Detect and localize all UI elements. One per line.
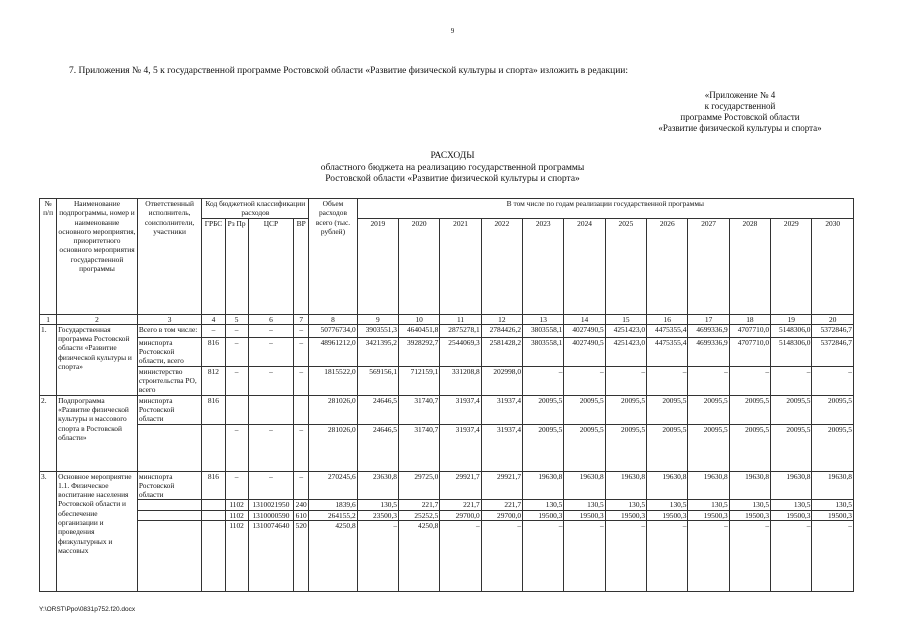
column-number: 4 [202,314,225,324]
year-value: 31740,7 [399,424,440,471]
year-value: 20095,5 [564,395,605,424]
vr-code: – [294,471,309,500]
header-year: 2023 [523,218,564,314]
column-number: 11 [440,314,481,324]
csr-code: – [248,324,293,337]
total-volume: 48961212,0 [309,337,357,366]
year-value: 130,5 [771,500,812,510]
year-value: – [481,521,522,592]
year-value: 2875278,1 [440,324,481,337]
responsible-executor [137,424,202,471]
grbs-code: 816 [202,471,225,500]
vr-code [294,395,309,424]
year-value: 29700,0 [481,510,522,520]
year-value: 19630,8 [729,471,770,500]
column-number: 5 [225,314,248,324]
total-volume: 50776734,0 [309,324,357,337]
year-value: – [812,366,854,395]
year-value: 4707710,0 [729,324,770,337]
table-row [40,500,854,510]
year-value: 221,7 [399,500,440,510]
column-number: 13 [523,314,564,324]
header-responsible: Ответственный исполнитель, соисполнители, участники [137,199,202,315]
year-value: 19500,3 [812,510,854,520]
year-value: 569156,1 [357,366,398,395]
year-value: 31740,7 [399,395,440,424]
vr-code: – [294,337,309,366]
year-value: 20095,5 [647,395,688,424]
year-value: 331208,8 [440,366,481,395]
year-value: 20095,5 [812,395,854,424]
year-value: 19500,3 [605,510,646,520]
total-volume: 264155,2 [309,510,357,520]
year-value: – [605,521,646,592]
year-value: 20095,5 [729,395,770,424]
responsible-executor [137,510,202,520]
column-number: 19 [771,314,812,324]
table-row [40,366,854,395]
year-value: 130,5 [812,500,854,510]
row-number: 3. [40,471,57,591]
year-value: 130,5 [688,500,729,510]
year-value: 3803558,1 [523,337,564,366]
year-value: 19630,8 [688,471,729,500]
year-value: 3928292,7 [399,337,440,366]
grbs-code [202,510,225,520]
header-year: 2029 [771,218,812,314]
year-value: – [523,366,564,395]
rzpr-code: – [225,324,248,337]
year-value: – [729,366,770,395]
year-value: 19630,8 [771,471,812,500]
table-row [40,337,854,366]
year-value: – [771,366,812,395]
total-volume: 1839,6 [309,500,357,510]
table-row [40,510,854,520]
header-year: 2024 [564,218,605,314]
year-value: – [729,521,770,592]
csr-code: 1310074640 [248,521,293,592]
year-value: 31937,4 [481,395,522,424]
grbs-code: 816 [202,337,225,366]
year-value: – [523,521,564,592]
year-value: 20095,5 [605,424,646,471]
rzpr-code: 1102 [225,521,248,592]
program-name: Основное мероприятие 1.1. Физическое воспитание населения Ростовской области и обеспечение организации и проведения физкультурных и массовых [57,471,138,591]
year-value: 19630,8 [564,471,605,500]
rzpr-code: 1102 [225,510,248,520]
title-line: РАСХОДЫ [430,151,475,161]
header-year: 2021 [440,218,481,314]
year-value: 24646,5 [357,395,398,424]
responsible-executor: минспорта Ростовской области [137,471,202,500]
csr-code: – [248,424,293,471]
program-name: Государственная программа Ростовской области «Развитие физической культуры и спорта» [57,324,138,395]
year-value: 4251423,0 [605,337,646,366]
table-row [40,395,854,424]
expenses-table [39,198,854,592]
year-value: 2581428,2 [481,337,522,366]
column-number: 16 [647,314,688,324]
column-number: 6 [248,314,293,324]
year-value: 130,5 [523,500,564,510]
year-value: 4027490,5 [564,337,605,366]
year-value: 221,7 [440,500,481,510]
year-value: 23630,8 [357,471,398,500]
year-value: 19630,8 [647,471,688,500]
column-number: 7 [294,314,309,324]
year-value: – [688,521,729,592]
appendix-heading [600,90,880,134]
responsible-executor [137,521,202,592]
year-value: 20095,5 [523,424,564,471]
header-year: 2026 [647,218,688,314]
year-value: 24646,5 [357,424,398,471]
grbs-code: – [202,324,225,337]
year-value: 130,5 [357,500,398,510]
year-value: 4027490,5 [564,324,605,337]
year-value: 19500,3 [523,510,564,520]
year-value: 5372846,7 [812,337,854,366]
responsible-executor: министерство строительства РО, всего [137,366,202,395]
total-volume: 1815522,0 [309,366,357,395]
year-value: 4707710,0 [729,337,770,366]
year-value: – [564,366,605,395]
year-value: 5372846,7 [812,324,854,337]
year-value: 130,5 [605,500,646,510]
title-line: областного бюджета на реализацию государственной программы [320,162,585,173]
appendix-line: «Развитие физической культуры и спорта» [658,123,822,133]
header-rzpr: Рз Пр [225,218,248,314]
column-number: 3 [137,314,202,324]
year-value: 29921,7 [481,471,522,500]
vr-code: 610 [294,510,309,520]
header-name: Наименование подпрограммы, номер и наименование основного мероприятия, приоритетного основного мероприятия государственной программы [57,199,138,315]
year-value: 19630,8 [605,471,646,500]
table-row [40,521,854,592]
column-number: 8 [309,314,357,324]
year-value: 31937,4 [440,424,481,471]
file-path-footer: Y:\ORST\Ppo\0831p752.f20.docx [39,606,136,613]
rzpr-code: – [225,337,248,366]
grbs-code [202,424,225,471]
csr-code [248,395,293,424]
vr-code: 240 [294,500,309,510]
year-value: 3803558,1 [523,324,564,337]
year-value: 19500,3 [647,510,688,520]
column-number: 14 [564,314,605,324]
vr-code: – [294,366,309,395]
header-year: 2019 [357,218,398,314]
column-number: 18 [729,314,770,324]
year-value: 20095,5 [647,424,688,471]
year-value: – [647,366,688,395]
csr-code: – [248,471,293,500]
year-value: 19630,8 [523,471,564,500]
year-value: 4640451,8 [399,324,440,337]
year-value: – [440,521,481,592]
column-number: 2 [57,314,138,324]
column-number: 12 [481,314,522,324]
header-csr: ЦСР [248,218,293,314]
year-value: 5148306,0 [771,337,812,366]
year-value: 130,5 [647,500,688,510]
year-value: 20095,5 [523,395,564,424]
year-value: 31937,4 [481,424,522,471]
grbs-code [202,521,225,592]
year-value: 23500,3 [357,510,398,520]
table-row [40,471,854,500]
table-row [40,424,854,471]
rzpr-code: 1102 [225,500,248,510]
header-year: 2030 [812,218,854,314]
grbs-code: 816 [202,395,225,424]
header-year: 2022 [481,218,522,314]
year-value: 19500,3 [688,510,729,520]
year-value: 3903551,3 [357,324,398,337]
year-value: 19500,3 [729,510,770,520]
year-value: 2544069,3 [440,337,481,366]
year-value: 19500,3 [771,510,812,520]
year-value: 5148306,0 [771,324,812,337]
year-value: 2784426,2 [481,324,522,337]
document-title [0,151,905,186]
year-value: 20095,5 [688,424,729,471]
column-number: 15 [605,314,646,324]
csr-code: – [248,337,293,366]
year-value: 4475355,4 [647,324,688,337]
year-value: 31937,4 [440,395,481,424]
appendix-line: программе Ростовской области [680,112,800,122]
year-value: 221,7 [481,500,522,510]
appendix-line: «Приложение № 4 [704,90,776,100]
responsible-executor: минспорта Ростовской области [137,395,202,424]
year-value: 29700,0 [440,510,481,520]
appendix-line: к государственной [704,101,776,111]
program-name: Подпрограмма «Развитие физической культуры и массового спорта в Ростовской области» [57,395,138,471]
responsible-executor: минспорта Ростовской области, всего [137,337,202,366]
year-value: 20095,5 [771,424,812,471]
year-value: 25252,5 [399,510,440,520]
csr-code: – [248,366,293,395]
year-value: – [605,366,646,395]
responsible-executor: Всего в том числе: [137,324,202,337]
column-number: 10 [399,314,440,324]
year-value: 712159,1 [399,366,440,395]
responsible-executor [137,500,202,510]
year-value: – [357,521,398,592]
rzpr-code: – [225,366,248,395]
year-value: 4250,8 [399,521,440,592]
year-value: 3421395,2 [357,337,398,366]
header-year: 2020 [399,218,440,314]
year-value: – [647,521,688,592]
year-value: 4699336,9 [688,324,729,337]
grbs-code [202,500,225,510]
csr-code: 1310000590 [248,510,293,520]
year-value: – [812,521,854,592]
page-number: 9 [450,27,455,35]
header-year: 2028 [729,218,770,314]
header-year: 2025 [605,218,646,314]
year-value: 20095,5 [729,424,770,471]
row-number: 1. [40,324,57,395]
header-years-group: В том числе по годам реализации государственной программы [357,199,853,219]
year-value: 20095,5 [688,395,729,424]
column-number: 1 [40,314,57,324]
year-value: 130,5 [564,500,605,510]
grbs-code: 812 [202,366,225,395]
year-value: 20095,5 [771,395,812,424]
column-number: 9 [357,314,398,324]
year-value: 29921,7 [440,471,481,500]
year-value: 19500,3 [564,510,605,520]
header-year: 2027 [688,218,729,314]
header-num: № п/п [40,199,57,315]
year-value: 4699336,9 [688,337,729,366]
rzpr-code: – [225,424,248,471]
header-vr: ВР [294,218,309,314]
rzpr-code: – [225,471,248,500]
total-volume: 281026,0 [309,395,357,424]
vr-code: – [294,424,309,471]
total-volume: 270245,6 [309,471,357,500]
header-budget-code: Код бюджетной классификации расходов [202,199,309,219]
intro-paragraph: 7. Приложения № 4, 5 к государственной программе Ростовской области «Развитие физической культуры и спорта» изложить в редакции: [69,66,629,76]
year-value: 130,5 [729,500,770,510]
year-value: – [688,366,729,395]
header-volume: Объем расходов всего (тыс. рублей) [309,199,357,315]
row-number: 2. [40,395,57,471]
vr-code: 520 [294,521,309,592]
csr-code: 1310021950 [248,500,293,510]
year-value: 4251423,0 [605,324,646,337]
column-number: 20 [812,314,854,324]
year-value: 202998,0 [481,366,522,395]
year-value: 20095,5 [564,424,605,471]
year-value: 19630,8 [812,471,854,500]
year-value: 4475355,4 [647,337,688,366]
vr-code: – [294,324,309,337]
year-value: – [564,521,605,592]
header-grbs: ГРБС [202,218,225,314]
total-volume: 4250,8 [309,521,357,592]
column-number: 17 [688,314,729,324]
year-value: 20095,5 [605,395,646,424]
year-value: 29725,0 [399,471,440,500]
year-value: – [771,521,812,592]
year-value: 20095,5 [812,424,854,471]
rzpr-code [225,395,248,424]
title-line: Ростовской области «Развитие физической культуры и спорта» [325,174,580,184]
total-volume: 281026,0 [309,424,357,471]
table-row [40,324,854,337]
